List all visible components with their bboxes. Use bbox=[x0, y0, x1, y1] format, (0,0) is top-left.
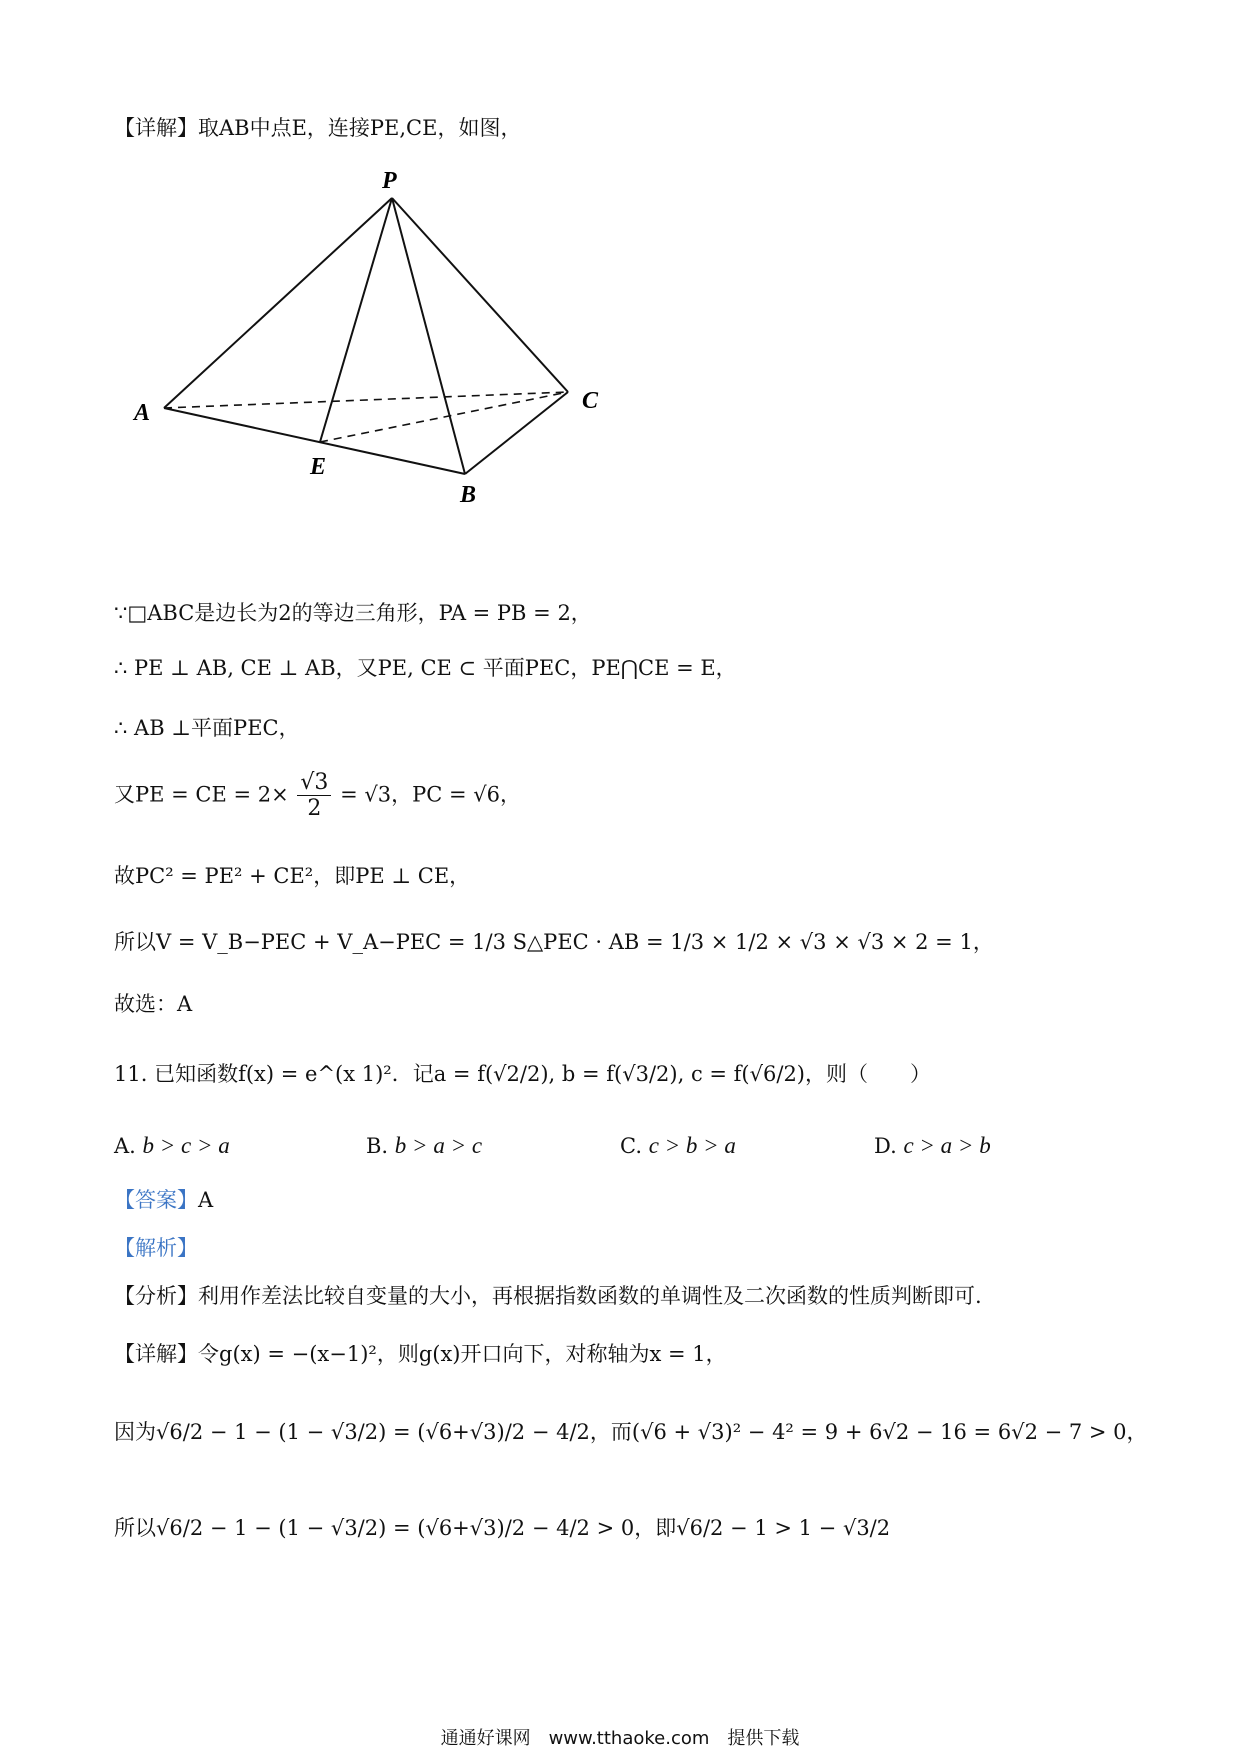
answer-value: A bbox=[198, 1188, 214, 1212]
analysis-summary-text: 【分析】利用作差法比较自变量的大小，再根据指数函数的单调性及二次函数的性质判断即可. bbox=[114, 1284, 982, 1308]
detail-2-text: 【详解】令g(x) = −(x−1)²，则g(x)开口向下，对称轴为x = 1， bbox=[114, 1342, 727, 1366]
step-5-text: 故PC² = PE² + CE²，即PE ⊥ CE， bbox=[114, 864, 471, 888]
option-a bbox=[114, 1133, 230, 1159]
question-11 bbox=[114, 1058, 931, 1088]
step-6-text: 所以V = V_B−PEC + V_A−PEC = 1/3 S△PEC · AB = 1/3 × 1/2 × √3 × √3 × 2 = 1， bbox=[114, 930, 994, 954]
step-4-prefix: 又PE = CE = 2× bbox=[114, 782, 289, 807]
because-line bbox=[114, 1416, 1148, 1446]
step-7-text: 故选：A bbox=[114, 992, 193, 1016]
step-5 bbox=[114, 860, 470, 890]
answer-line bbox=[114, 1184, 213, 1214]
edge-EC-dashed bbox=[320, 392, 568, 442]
label-A: A bbox=[134, 400, 151, 426]
question-11-text: 11. 已知函数f(x) = e^(x 1)²．记a = f(√2/2), b = f(√3/2), c = f(√6/2)，则（ ） bbox=[114, 1062, 931, 1086]
analysis-tag: 【解析】 bbox=[114, 1236, 198, 1260]
pyramid-figure bbox=[120, 170, 640, 530]
step-1-text: ∵□ABC是边长为2的等边三角形，PA = PB = 2， bbox=[114, 601, 592, 625]
step-3 bbox=[114, 712, 300, 742]
step-4 bbox=[114, 770, 521, 822]
edge-BC bbox=[465, 392, 568, 474]
fraction-denominator: 2 bbox=[307, 796, 322, 822]
step-2-text: ∴ PE ⊥ AB, CE ⊥ AB，又PE, CE ⊂ 平面PEC，PE⋂CE = E， bbox=[114, 656, 737, 680]
edge-PA bbox=[164, 198, 392, 408]
analysis-summary bbox=[114, 1280, 982, 1310]
step-3-text: ∴ AB ⊥平面PEC， bbox=[114, 716, 300, 740]
analysis-heading bbox=[114, 1232, 198, 1262]
label-P: P bbox=[382, 170, 397, 194]
option-d-text: c > a > b bbox=[903, 1133, 991, 1158]
option-a-label: A. bbox=[114, 1134, 136, 1158]
option-c-label: C. bbox=[620, 1134, 642, 1158]
step-2 bbox=[114, 652, 737, 682]
option-a-text: b > c > a bbox=[142, 1133, 230, 1158]
option-b-text: b > a > c bbox=[394, 1133, 483, 1158]
footer bbox=[0, 1724, 1240, 1750]
option-c bbox=[620, 1133, 736, 1159]
fraction-numerator: √3 bbox=[297, 770, 331, 796]
detail-2 bbox=[114, 1338, 727, 1368]
fraction-sqrt3-over-2 bbox=[297, 770, 331, 822]
edge-AC-dashed bbox=[164, 392, 568, 408]
therefore-line bbox=[114, 1512, 890, 1542]
label-C: C bbox=[582, 388, 599, 414]
detail-intro bbox=[114, 112, 521, 142]
step-7 bbox=[114, 988, 192, 1018]
therefore-text: 所以√6/2 − 1 − (1 − √3/2) = (√6+√3)/2 − 4/2 > 0，即√6/2 − 1 > 1 − √3/2 bbox=[114, 1516, 891, 1540]
option-b bbox=[366, 1133, 482, 1159]
option-b-label: B. bbox=[366, 1134, 389, 1158]
answer-tag: 【答案】 bbox=[114, 1188, 198, 1212]
option-c-text: c > b > a bbox=[648, 1133, 736, 1158]
step-4-suffix: = √3，PC = √6， bbox=[340, 782, 522, 807]
label-E: E bbox=[310, 454, 327, 480]
detail-intro-text: 【详解】取AB中点E，连接PE,CE，如图， bbox=[114, 116, 522, 140]
label-B: B bbox=[460, 482, 477, 508]
option-d bbox=[874, 1133, 991, 1159]
step-1 bbox=[114, 597, 592, 627]
step-6 bbox=[114, 926, 994, 956]
because-text: 因为√6/2 − 1 − (1 − √3/2) = (√6+√3)/2 − 4/2，而(√6 + √3)² − 4² = 9 + 6√2 − 16 = 6√2 − 7 > 0， bbox=[114, 1420, 1148, 1444]
option-d-label: D. bbox=[874, 1134, 897, 1158]
edge-PE bbox=[320, 198, 392, 442]
footer-text: 通通好课网 www.tthaoke.com 提供下载 bbox=[440, 1728, 800, 1749]
